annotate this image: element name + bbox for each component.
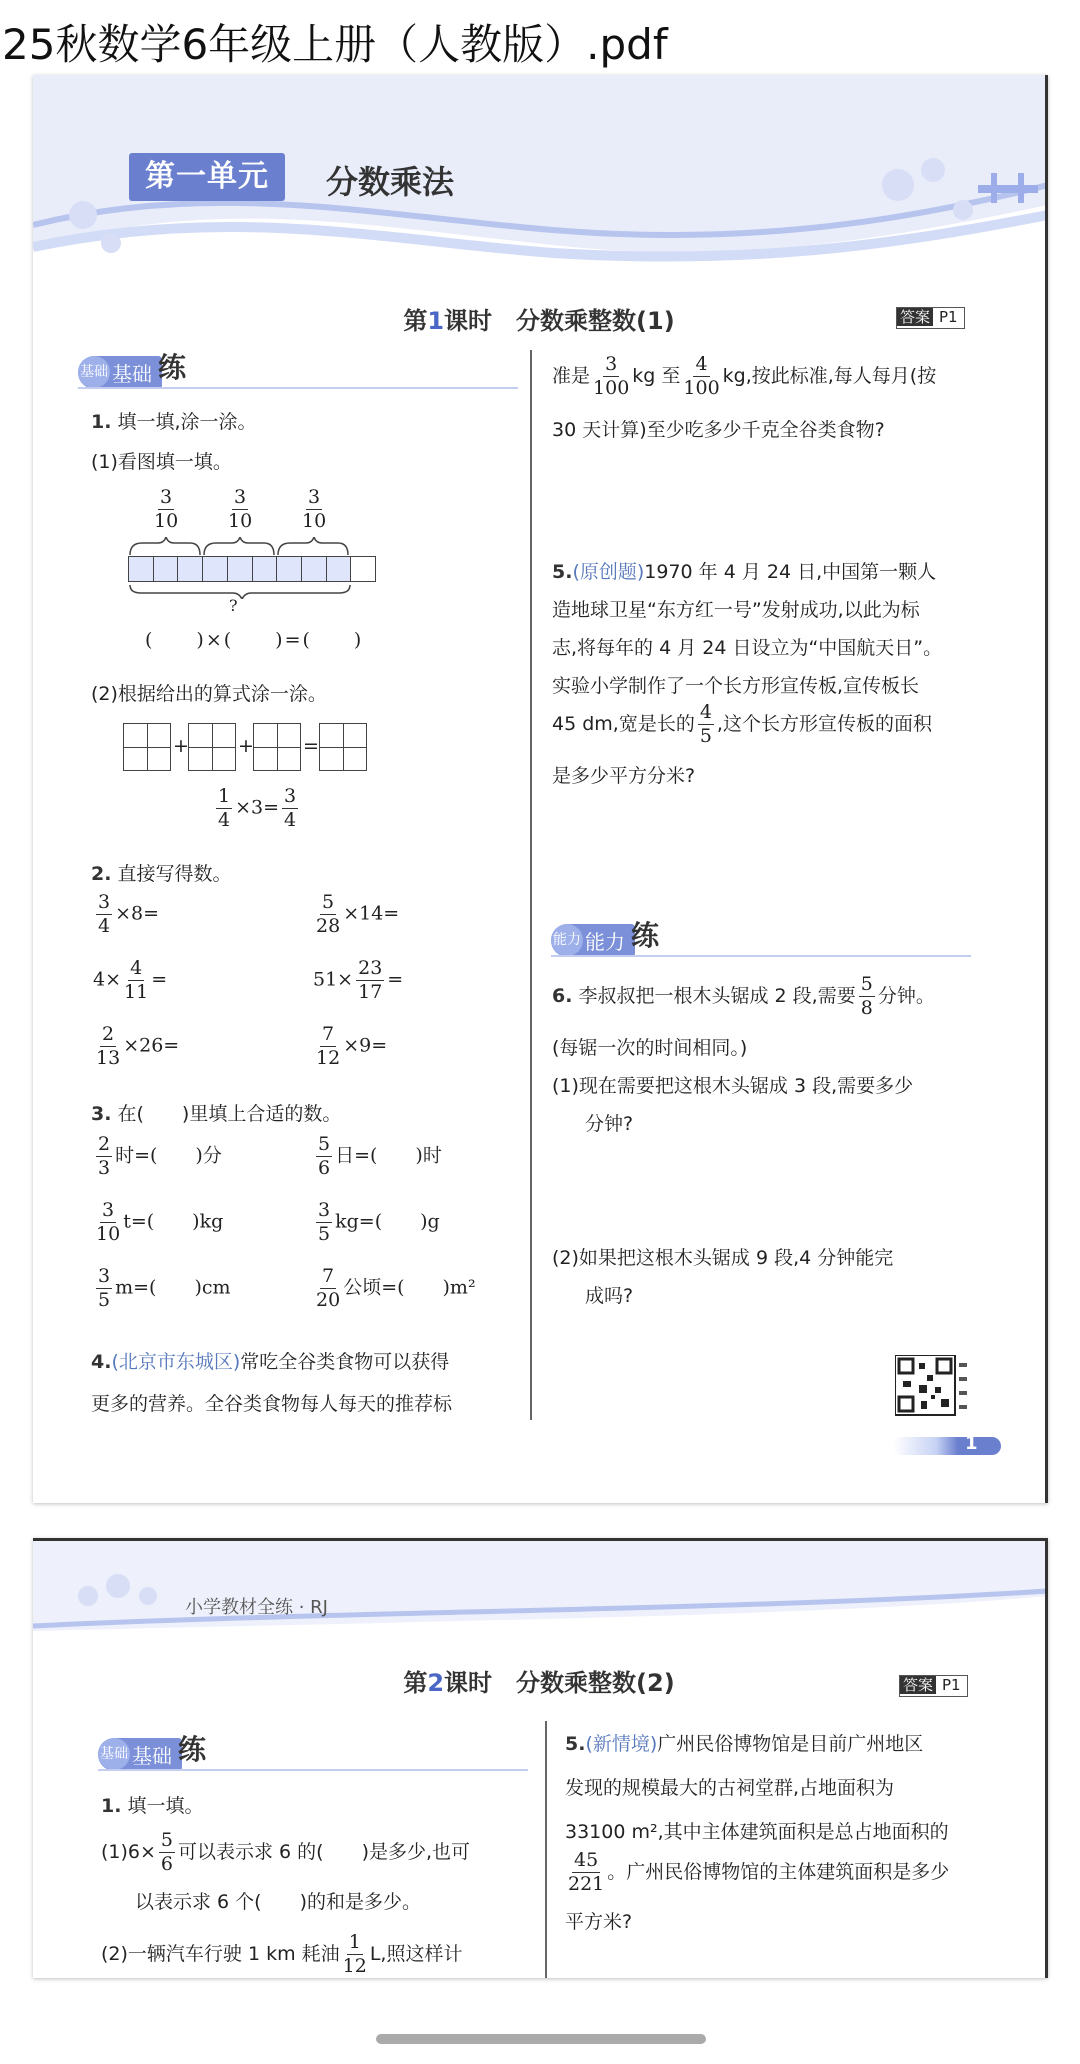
p2-q5-line5: 平方米? xyxy=(565,1911,633,1933)
basic-section-header xyxy=(78,351,228,389)
frac-den: 10 xyxy=(96,1223,121,1245)
frac-num: 5 xyxy=(318,1133,331,1155)
grid-square-2[interactable] xyxy=(188,723,236,771)
unit-badge: 第一单元 xyxy=(129,153,285,201)
lesson-suffix: 课时 分数乘整数(1) xyxy=(444,307,675,335)
lesson-prefix: 第 xyxy=(403,1669,428,1697)
q6-line1-post: 分钟。 xyxy=(877,985,935,1007)
lesson-number: 1 xyxy=(427,307,445,335)
p2-q5-text: 广州民俗博物馆是目前广州地区 xyxy=(657,1733,924,1755)
q5-source: (原创题) xyxy=(572,561,645,583)
basic-section-label: 基础 xyxy=(132,1743,172,1768)
q5-text: 1970 年 4 月 24 日,中国第一颗人 xyxy=(644,561,937,583)
frac-num: 3 xyxy=(234,486,247,508)
basic-section-pill xyxy=(98,1738,182,1771)
q5-line5 xyxy=(552,703,932,746)
frac-den: 20 xyxy=(316,1289,341,1311)
p2-q5-number: 5. xyxy=(565,1733,586,1755)
frac-den: 4 xyxy=(218,809,231,831)
fraction-bar xyxy=(128,556,376,582)
p2-q5-source: (新情境) xyxy=(585,1733,658,1755)
exercise-item xyxy=(93,1135,222,1178)
frac-den: 3 xyxy=(98,1157,111,1179)
p2-sub1-pre: (1)6× xyxy=(101,1841,156,1863)
ability-section-label: 能力 xyxy=(585,929,625,954)
lesson-title xyxy=(33,301,1045,336)
answer-page: P1 xyxy=(942,1676,961,1694)
item-post: 日=( )时 xyxy=(335,1144,442,1167)
ability-section-rule xyxy=(551,955,971,957)
frac-num: 2 xyxy=(102,1023,115,1045)
frac-den: 10 xyxy=(154,510,179,532)
q6-sub1a: (1)现在需要把这根木头锯成 3 段,需要多少 xyxy=(552,1075,914,1097)
q3-line xyxy=(91,1099,341,1126)
grid-square-1[interactable] xyxy=(123,723,171,771)
frac-num: 3 xyxy=(160,486,173,508)
basic-section-rule xyxy=(78,387,518,389)
exercise-item xyxy=(93,959,167,1002)
q4-cont-post: kg,按此标准,每人每月(按 xyxy=(722,365,937,387)
lesson-number: 2 xyxy=(427,1669,445,1697)
frac-den: 5 xyxy=(318,1223,331,1245)
q1-blanks: ( )×( )=( ) xyxy=(145,629,364,651)
frac-den: 12 xyxy=(316,1047,341,1069)
p2-sub2-post: L,照这样计 xyxy=(369,1943,463,1965)
p2-sub1-post: 可以表示求 6 的( )是多少,也可 xyxy=(178,1841,471,1863)
q1-text: 填一填,涂一涂。 xyxy=(117,411,257,433)
basic-section-bubble: 基础 xyxy=(78,356,110,388)
q4-cont-line1 xyxy=(552,355,936,398)
page2-lesson-title xyxy=(33,1663,1045,1698)
item-pre: 51× xyxy=(313,968,354,991)
exercise-item xyxy=(313,1201,440,1244)
q6-sub2b: 成吗? xyxy=(585,1285,634,1307)
frac-num: 23 xyxy=(358,957,383,979)
page2-column-divider xyxy=(545,1721,547,1978)
q4-source: (北京市东城区) xyxy=(111,1351,241,1373)
q5-line1 xyxy=(552,557,936,584)
q2-line xyxy=(91,859,232,886)
q6-sub2a: (2)如果把这根木头锯成 9 段,4 分钟能完 xyxy=(552,1247,894,1269)
basic-section-pill xyxy=(78,356,162,389)
item-post: kg=( )g xyxy=(335,1210,440,1233)
q5-line5-pre: 45 dm,宽是长的 xyxy=(552,713,695,735)
q4-line2: 更多的营养。全谷类食物每人每天的推荐标 xyxy=(91,1393,453,1415)
pdf-page-1[interactable] xyxy=(33,75,1048,1503)
frac-num: 3 xyxy=(308,486,321,508)
equals-sign: = xyxy=(303,735,319,757)
basic-section-lian: 练 xyxy=(158,351,187,384)
bar-label-2 xyxy=(225,488,255,531)
item-post: = xyxy=(151,968,168,991)
item-post: m=( )cm xyxy=(115,1276,231,1299)
item-post: ×8= xyxy=(115,902,160,925)
p2-q1-text: 填一填。 xyxy=(127,1795,204,1817)
grid-square-3[interactable] xyxy=(253,723,301,771)
page2-header: 小学教材全练 · RJ xyxy=(185,1597,328,1618)
exercise-item xyxy=(93,1267,231,1310)
frac-num: 7 xyxy=(322,1265,335,1287)
eq-mid: ×3= xyxy=(235,796,280,819)
bar-label-3 xyxy=(299,488,329,531)
q6-line2: (每锯一次的时间相同。) xyxy=(552,1037,748,1059)
item-post: = xyxy=(387,968,404,991)
page-number-bar xyxy=(893,1437,1001,1455)
answer-page: P1 xyxy=(939,308,958,326)
frac-num: 1 xyxy=(348,1931,361,1953)
q5-line3: 志,将每年的 4 月 24 日设立为“中国航天日”。 xyxy=(552,637,943,659)
frac-num: 45 xyxy=(574,1849,599,1871)
ability-section-lian: 练 xyxy=(631,919,660,952)
p2-q5-line2: 发现的规模最大的古祠堂群,占地面积为 xyxy=(565,1777,895,1799)
frac-den: 5 xyxy=(98,1289,111,1311)
frac-den: 12 xyxy=(342,1955,367,1977)
item-post: 时=( )分 xyxy=(115,1144,222,1167)
item-post: t=( )kg xyxy=(123,1210,224,1233)
frac-den: 13 xyxy=(96,1047,121,1069)
frac-den: 5 xyxy=(699,725,712,747)
frac-num: 5 xyxy=(860,973,873,995)
bar-label-1 xyxy=(151,488,181,531)
frac-den: 8 xyxy=(860,997,873,1019)
plus-sign-1: + xyxy=(173,735,189,757)
page2-basic-rule xyxy=(98,1769,528,1771)
frac-num: 4 xyxy=(695,353,708,375)
frac-num: 1 xyxy=(218,785,231,807)
pdf-page-2[interactable] xyxy=(33,1538,1048,1978)
frac-num: 3 xyxy=(98,1265,111,1287)
ability-section-bubble: 能力 xyxy=(551,924,583,956)
q1-sub1: (1)看图填一填。 xyxy=(91,451,232,473)
basic-section-lian: 练 xyxy=(178,1733,207,1766)
bar-question-mark: ? xyxy=(229,596,238,615)
p2-q5-line4 xyxy=(565,1851,949,1894)
item-post: ×26= xyxy=(123,1034,180,1057)
frac-num: 4 xyxy=(699,701,712,723)
column-divider xyxy=(530,350,532,1420)
answer-label: 答案 xyxy=(900,1676,936,1694)
frac-num: 2 xyxy=(98,1133,111,1155)
frac-num: 5 xyxy=(160,1829,174,1851)
exercise-item xyxy=(93,893,159,936)
q2-number: 2. xyxy=(91,863,112,885)
q2-text: 直接写得数。 xyxy=(117,863,232,885)
frac-num: 3 xyxy=(318,1199,331,1221)
grid-square-4[interactable] xyxy=(319,723,367,771)
q5-line4: 实验小学制作了一个长方形宣传板,宣传板长 xyxy=(552,675,920,697)
q5-number: 5. xyxy=(552,561,573,583)
qr-code-icon xyxy=(895,1355,971,1419)
exercise-item xyxy=(313,959,403,1002)
q1-number: 1. xyxy=(91,411,112,433)
q4-cont-mid: kg 至 xyxy=(632,365,681,387)
file-title-bar xyxy=(0,0,1080,75)
frac-num: 3 xyxy=(605,353,618,375)
p2-q1-number: 1. xyxy=(101,1795,122,1817)
q6-number: 6. xyxy=(552,985,573,1007)
p2-q1-sub2 xyxy=(101,1933,462,1976)
ability-section-header xyxy=(551,919,701,957)
p2-q1-sub1 xyxy=(101,1831,470,1874)
item-post: ×14= xyxy=(343,902,400,925)
page2-basic-section-header xyxy=(98,1733,248,1771)
frac-den: 4 xyxy=(284,809,297,831)
exercise-item xyxy=(313,1135,442,1178)
frac-den: 100 xyxy=(593,377,630,399)
exercise-item xyxy=(313,1025,387,1068)
frac-num: 7 xyxy=(322,1023,335,1045)
exercise-item xyxy=(93,1201,223,1244)
frac-num: 5 xyxy=(322,891,335,913)
frac-den: 6 xyxy=(318,1157,331,1179)
page-number: 1 xyxy=(965,1433,978,1454)
frac-den: 10 xyxy=(228,510,253,532)
p2-sub2-pre: (2)一辆汽车行驶 1 km 耗油 xyxy=(101,1943,340,1965)
q4-cont-pre: 准是 xyxy=(552,365,591,387)
frac-den: 28 xyxy=(316,915,341,937)
frac-num: 3 xyxy=(102,1199,115,1221)
frac-den: 10 xyxy=(302,510,327,532)
frac-den: 11 xyxy=(124,981,149,1003)
frac-den: 4 xyxy=(98,915,111,937)
q6-sub1b: 分钟? xyxy=(585,1113,634,1135)
bar-bottom-brace xyxy=(129,583,359,599)
q5-line5-post: ,这个长方形宣传板的面积 xyxy=(716,713,932,735)
basic-section-label: 基础 xyxy=(112,361,152,386)
frac-num: 4 xyxy=(130,957,143,979)
unit-title: 分数乘法 xyxy=(326,163,455,201)
q3-number: 3. xyxy=(91,1103,112,1125)
p2-q1-sub1-line2: 以表示求 6 个( )的和是多少。 xyxy=(135,1891,421,1913)
basic-section-bubble: 基础 xyxy=(98,1738,130,1770)
exercise-item xyxy=(313,893,399,936)
bar-braces xyxy=(128,537,388,557)
frac-den: 221 xyxy=(568,1873,605,1895)
q1-equation xyxy=(213,787,301,830)
frac-den: 6 xyxy=(160,1853,174,1875)
lesson-prefix: 第 xyxy=(403,307,428,335)
p2-q5-line3: 33100 m²,其中主体建筑面积是总占地面积的 xyxy=(565,1821,949,1843)
p2-q5-line4-post: 。广州民俗博物馆的主体建筑面积是多少 xyxy=(607,1861,950,1883)
page2-answer-tag xyxy=(899,1675,968,1697)
answer-label: 答案 xyxy=(897,308,933,326)
q4-number: 4. xyxy=(91,1351,112,1373)
q4-cont-line2: 30 天计算)至少吃多少千克全谷类食物? xyxy=(552,419,885,441)
q1-sub2: (2)根据给出的算式涂一涂。 xyxy=(91,683,327,705)
q5-line6: 是多少平方分米? xyxy=(552,765,696,787)
q6-line1 xyxy=(552,975,935,1018)
frac-num: 3 xyxy=(284,785,297,807)
q1-line xyxy=(91,407,257,434)
q5-line2: 造地球卫星“东方红一号”发射成功,以此为标 xyxy=(552,599,920,621)
home-indicator[interactable] xyxy=(376,2034,706,2044)
plus-sign-2: + xyxy=(238,735,254,757)
q4-line1 xyxy=(91,1347,449,1374)
p2-q1-line xyxy=(101,1791,204,1818)
item-post: 公顷=( )m² xyxy=(343,1276,476,1299)
lesson-suffix: 课时 分数乘整数(2) xyxy=(444,1669,675,1697)
frac-num: 3 xyxy=(98,891,111,913)
p2-q5-line1 xyxy=(565,1729,923,1756)
exercise-item xyxy=(93,1025,179,1068)
item-pre: 4× xyxy=(93,968,122,991)
exercise-item xyxy=(313,1267,476,1310)
answer-tag xyxy=(896,307,965,329)
q6-line1-pre: 李叔叔把一根木头锯成 2 段,需要 xyxy=(578,985,856,1007)
q3-text: 在( )里填上合适的数。 xyxy=(117,1103,342,1125)
q4-text: 常吃全谷类食物可以获得 xyxy=(240,1351,450,1373)
frac-den: 100 xyxy=(683,377,720,399)
frac-den: 17 xyxy=(358,981,383,1003)
item-post: ×9= xyxy=(343,1034,388,1057)
ability-section-pill xyxy=(551,924,635,957)
file-title: 25秋数学6年级上册（人教版）.pdf xyxy=(2,20,668,69)
